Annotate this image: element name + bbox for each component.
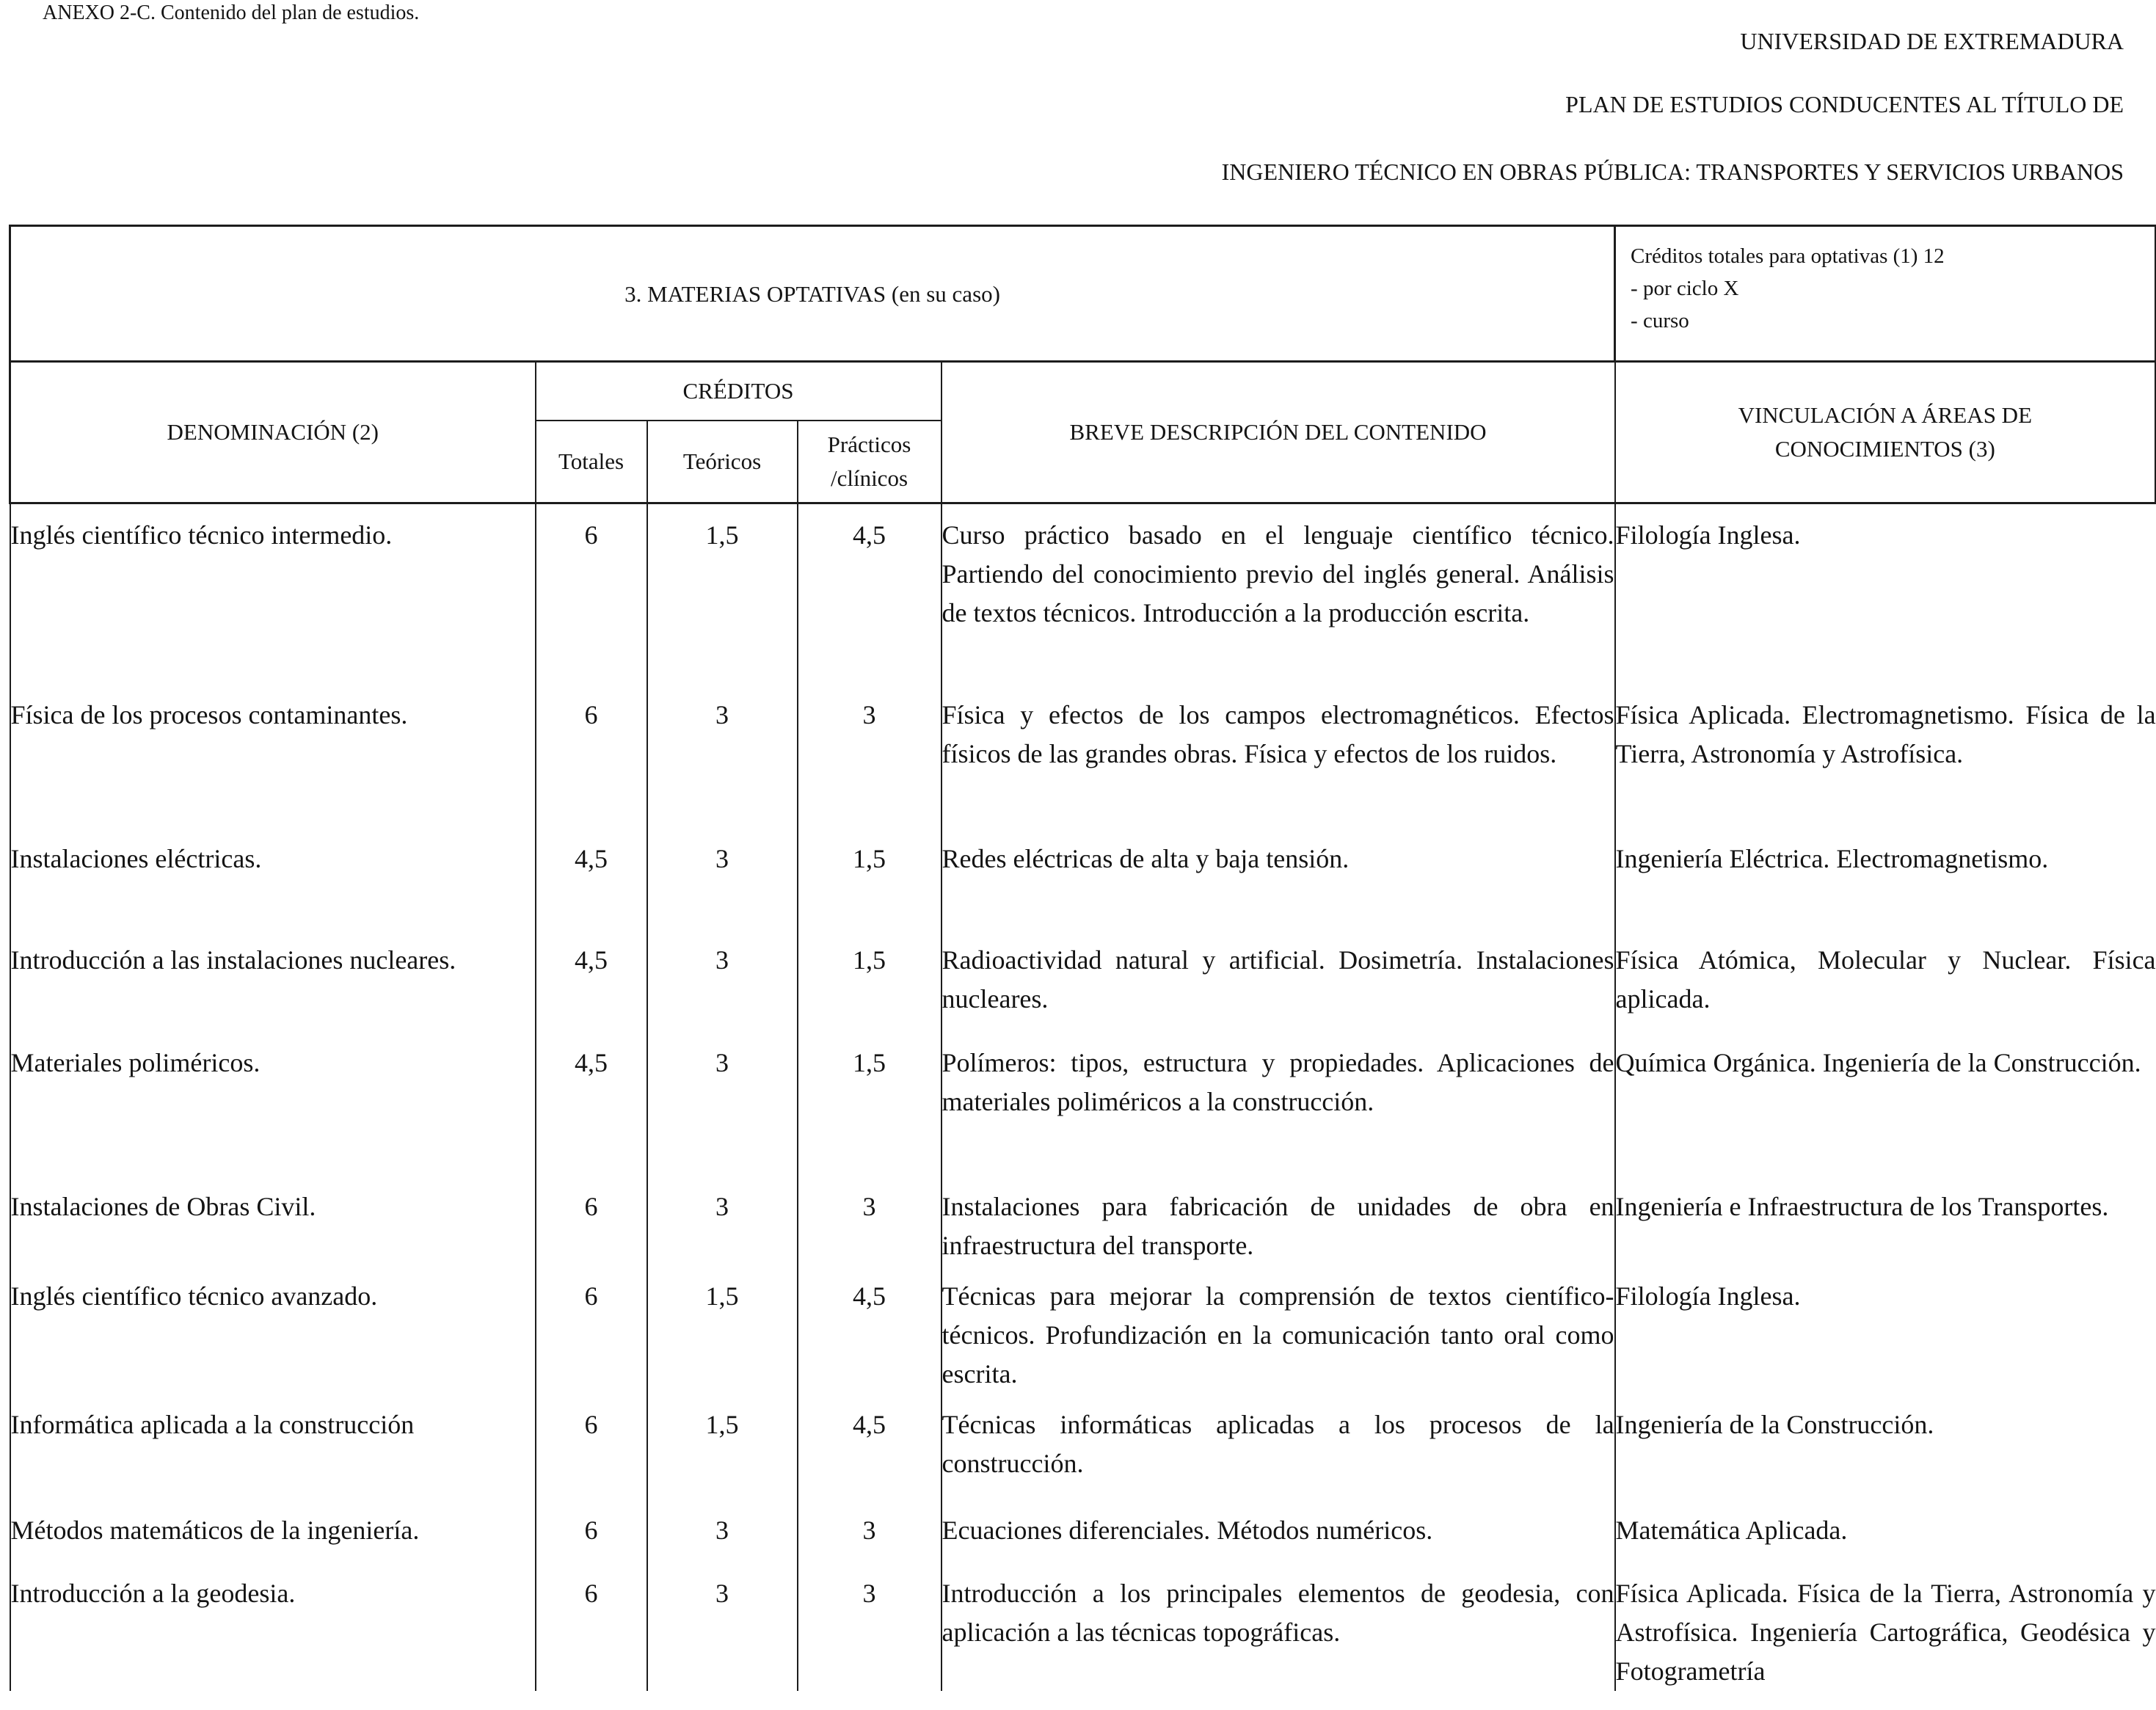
section-title: 3. MATERIAS OPTATIVAS (en su caso) <box>10 226 1615 362</box>
credits-practice-cell <box>798 1394 942 1499</box>
credits-practice-cell <box>798 1265 942 1394</box>
credits-practice: 1,5 <box>853 1047 886 1077</box>
subject-name: Inglés científico técnico avanzado. <box>10 1281 378 1311</box>
credits-practice-cell <box>798 1499 942 1562</box>
knowledge-areas: Física Aplicada. Electromagnetismo. Física de la Tierra, Astronomía y Astrofísica. <box>1615 699 2156 768</box>
university-name: UNIVERSIDAD DE EXTREMADURA <box>1740 28 2124 54</box>
credits-total: 4,5 <box>575 1047 608 1077</box>
header-creditos: CRÉDITOS <box>536 362 942 421</box>
content-description-cell <box>942 503 1615 684</box>
credits-total-cell <box>536 684 647 828</box>
credits-total: 6 <box>584 1409 598 1439</box>
credits-practice-cell <box>798 828 942 929</box>
credits-practice: 1,5 <box>853 945 886 975</box>
content-description: Radioactividad natural y artificial. Dosimetría. Instalaciones nucleares. <box>942 945 1614 1014</box>
header-practicos: Prácticos /clínicos <box>798 421 942 503</box>
content-description-cell <box>942 1499 1615 1562</box>
credits-theory: 3 <box>715 1191 729 1221</box>
subject-name: Inglés científico técnico intermedio. <box>10 520 393 550</box>
content-description: Curso práctico basado en el lenguaje científico técnico. Partiendo del conocimiento previo del inglés general. Análisis de textos técnicos. Introducción a la producción escrita. <box>942 520 1614 627</box>
credits-theory-cell <box>647 684 798 828</box>
credits-theory: 1,5 <box>705 1281 739 1311</box>
knowledge-areas: Matemática Aplicada. <box>1615 1515 1848 1545</box>
credits-theory: 3 <box>715 699 729 730</box>
credits-total-cell <box>536 929 647 1032</box>
knowledge-areas-cell <box>1615 1499 2156 1562</box>
credits-total: 6 <box>584 1578 598 1608</box>
subject-name: Materiales poliméricos. <box>10 1047 261 1077</box>
table-row <box>10 1032 2156 1176</box>
plan-title: PLAN DE ESTUDIOS CONDUCENTES AL TÍTULO DE <box>1565 91 2124 117</box>
credits-practice: 4,5 <box>853 1281 886 1311</box>
credits-practice-cell <box>798 1032 942 1176</box>
knowledge-areas-cell <box>1615 828 2156 929</box>
content-description: Redes eléctricas de alta y baja tensión. <box>942 843 1350 873</box>
credits-total-line: Créditos totales para optativas (1) 12 <box>1631 244 1945 268</box>
content-description: Instalaciones para fabricación de unidades de obra en infraestructura del transporte. <box>942 1191 1614 1260</box>
content-description: Física y efectos de los campos electromagnéticos. Efectos físicos de las grandes obras. Física y efectos de los ruidos. <box>942 699 1614 768</box>
content-description-cell <box>942 1394 1615 1499</box>
subject-name-cell <box>10 503 536 684</box>
content-description: Ecuaciones diferenciales. Métodos numéricos. <box>942 1515 1433 1545</box>
knowledge-areas: Ingeniería Eléctrica. Electromagnetismo. <box>1615 843 2049 873</box>
content-description: Introducción a los principales elementos de geodesia, con aplicación a las técnicas topográficas. <box>942 1578 1614 1647</box>
content-description: Polímeros: tipos, estructura y propiedades. Aplicaciones de materiales poliméricos a la construcción. <box>942 1047 1614 1116</box>
table-row <box>10 1562 2156 1691</box>
table-row <box>10 929 2156 1032</box>
subject-name-cell <box>10 1176 536 1265</box>
content-description-cell <box>942 929 1615 1032</box>
subject-name-cell <box>10 1032 536 1176</box>
credits-theory-cell <box>647 1394 798 1499</box>
header-denominacion: DENOMINACIÓN (2) <box>10 362 536 503</box>
subject-name-cell <box>10 929 536 1032</box>
table-row <box>10 1176 2156 1265</box>
credits-theory-cell <box>647 503 798 684</box>
header-vinculacion: VINCULACIÓN A ÁREAS DE CONOCIMIENTOS (3) <box>1615 362 2156 503</box>
credits-total-cell <box>536 1394 647 1499</box>
content-description-cell <box>942 684 1615 828</box>
knowledge-areas-cell <box>1615 1032 2156 1176</box>
content-description-cell <box>942 1562 1615 1691</box>
credits-theory-cell <box>647 1499 798 1562</box>
header-totales: Totales <box>536 421 647 503</box>
credits-total-cell <box>536 1265 647 1394</box>
credits-total-cell <box>536 503 647 684</box>
credits-total: 4,5 <box>575 843 608 873</box>
credits-practice-cell <box>798 684 942 828</box>
knowledge-areas-cell <box>1615 503 2156 684</box>
credits-theory-cell <box>647 1032 798 1176</box>
credits-course-line: - curso <box>1631 309 1689 332</box>
content-description-cell <box>942 1032 1615 1176</box>
credits-theory: 3 <box>715 843 729 873</box>
content-description-cell <box>942 1265 1615 1394</box>
subject-name: Informática aplicada a la construcción <box>10 1409 415 1439</box>
subject-name: Introducción a las instalaciones nucleares. <box>10 945 456 975</box>
credits-total: 6 <box>584 1515 598 1545</box>
knowledge-areas-cell <box>1615 684 2156 828</box>
subject-name-cell <box>10 828 536 929</box>
credits-theory-cell <box>647 828 798 929</box>
credits-total-cell <box>536 1499 647 1562</box>
credits-practice: 3 <box>862 1515 876 1545</box>
credits-practice: 4,5 <box>853 1409 886 1439</box>
credits-total-cell <box>536 1562 647 1691</box>
optional-subjects-table <box>9 225 2156 1691</box>
credits-practice: 3 <box>862 1578 876 1608</box>
credits-theory-cell <box>647 1176 798 1265</box>
content-description-cell <box>942 1176 1615 1265</box>
credits-total-cell <box>536 1176 647 1265</box>
credits-cycle-line: - por ciclo X <box>1631 277 1739 300</box>
knowledge-areas-cell <box>1615 1562 2156 1691</box>
table-row <box>10 684 2156 828</box>
credits-practice-cell <box>798 1176 942 1265</box>
subject-name: Instalaciones eléctricas. <box>10 843 262 873</box>
content-description: Técnicas para mejorar la comprensión de textos científico-técnicos. Profundización en la comunicación tanto oral como escrita. <box>942 1281 1614 1389</box>
header-descripcion: BREVE DESCRIPCIÓN DEL CONTENIDO <box>942 362 1615 503</box>
knowledge-areas: Física Aplicada. Física de la Tierra, Astronomía y Astrofísica. Ingeniería Cartográfica, Geodésica y Fotogrametría <box>1615 1578 2156 1686</box>
credits-total: 6 <box>584 699 598 730</box>
credits-total-cell <box>536 1032 647 1176</box>
subject-name-cell <box>10 1265 536 1394</box>
credits-practice-cell <box>798 1562 942 1691</box>
degree-title: INGENIERO TÉCNICO EN OBRAS PÚBLICA: TRANSPORTES Y SERVICIOS URBANOS <box>1221 159 2124 185</box>
credits-practice: 1,5 <box>853 843 886 873</box>
knowledge-areas: Física Atómica, Molecular y Nuclear. Física aplicada. <box>1615 945 2156 1014</box>
knowledge-areas: Ingeniería e Infraestructura de los Transportes. <box>1615 1191 2109 1221</box>
annex-title: ANEXO 2-C. Contenido del plan de estudios. <box>43 1 420 24</box>
credits-total-cell <box>536 828 647 929</box>
credits-theory: 3 <box>715 945 729 975</box>
credits-total: 6 <box>584 1191 598 1221</box>
content-description-cell <box>942 828 1615 929</box>
credits-box <box>1615 226 2156 362</box>
knowledge-areas-cell <box>1615 1176 2156 1265</box>
credits-practice-cell <box>798 929 942 1032</box>
table-row <box>10 1265 2156 1394</box>
subject-name-cell <box>10 684 536 828</box>
credits-theory: 3 <box>715 1515 729 1545</box>
subject-name-cell <box>10 1562 536 1691</box>
knowledge-areas: Filología Inglesa. <box>1615 1281 1801 1311</box>
credits-theory-cell <box>647 929 798 1032</box>
credits-theory-cell <box>647 1562 798 1691</box>
knowledge-areas-cell <box>1615 1394 2156 1499</box>
credits-total: 6 <box>584 520 598 550</box>
credits-theory-cell <box>647 1265 798 1394</box>
subject-name: Introducción a la geodesia. <box>10 1578 296 1608</box>
table-row <box>10 1499 2156 1562</box>
credits-theory: 1,5 <box>705 520 739 550</box>
subject-name: Instalaciones de Obras Civil. <box>10 1191 316 1221</box>
credits-practice: 3 <box>862 699 876 730</box>
subject-name-cell <box>10 1499 536 1562</box>
knowledge-areas-cell <box>1615 1265 2156 1394</box>
knowledge-areas-cell <box>1615 929 2156 1032</box>
knowledge-areas: Filología Inglesa. <box>1615 520 1801 550</box>
table-row <box>10 1394 2156 1499</box>
knowledge-areas: Química Orgánica. Ingeniería de la Construcción. <box>1615 1047 2141 1077</box>
credits-theory: 1,5 <box>705 1409 739 1439</box>
table-row <box>10 503 2156 684</box>
credits-practice: 4,5 <box>853 520 886 550</box>
subject-name: Métodos matemáticos de la ingeniería. <box>10 1515 420 1545</box>
credits-theory: 3 <box>715 1578 729 1608</box>
subject-name-cell <box>10 1394 536 1499</box>
credits-practice-cell <box>798 503 942 684</box>
credits-total: 6 <box>584 1281 598 1311</box>
table-body <box>10 503 2156 1691</box>
header-teoricos: Teóricos <box>647 421 798 503</box>
credits-theory: 3 <box>715 1047 729 1077</box>
table-row <box>10 828 2156 929</box>
content-description: Técnicas informáticas aplicadas a los procesos de la construcción. <box>942 1409 1614 1478</box>
subject-name: Física de los procesos contaminantes. <box>10 699 408 730</box>
credits-practice: 3 <box>862 1191 876 1221</box>
credits-total: 4,5 <box>575 945 608 975</box>
knowledge-areas: Ingeniería de la Construcción. <box>1615 1409 1934 1439</box>
